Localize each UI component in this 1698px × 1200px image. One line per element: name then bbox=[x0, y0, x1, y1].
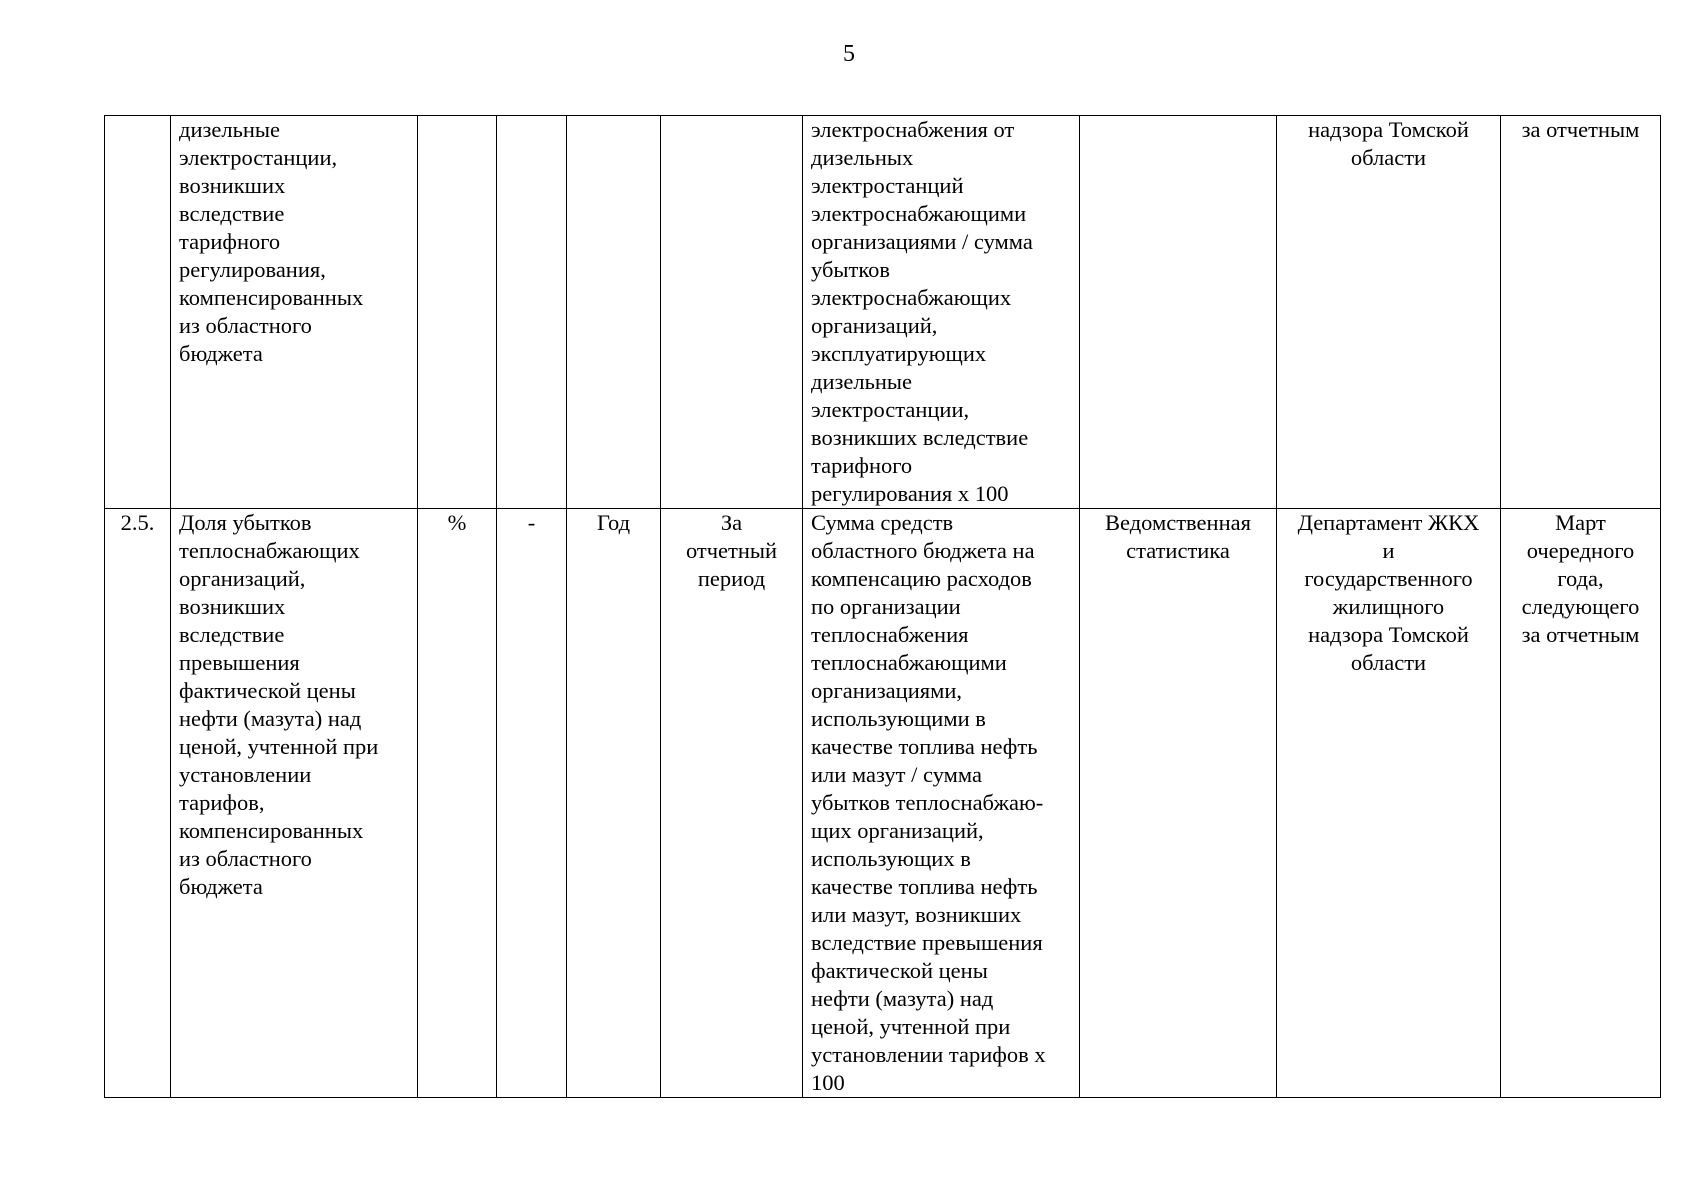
cell-deadline: Март очередного года, следующего за отчетным bbox=[1501, 509, 1661, 1098]
cell-source: Ведомственная статистика bbox=[1080, 509, 1277, 1098]
indicator-table bbox=[104, 115, 1661, 1098]
cell-interval: За отчетный период bbox=[661, 509, 803, 1098]
cell-deadline: за отчетным bbox=[1501, 116, 1661, 509]
cell-source bbox=[1080, 116, 1277, 509]
cell-formula: Сумма средств областного бюджета на компенсацию расходов по организации теплоснабжения теплоснабжающими организациями, использующими в качестве топлива нефть или мазут / сумма убытков теплоснабжаю- щих организаций, использующих в качестве топлива нефть или мазут, возникших вследствие превышения фактической цены нефти (мазута) над ценой, учтенной при установлении тарифов х 100 bbox=[803, 509, 1080, 1098]
cell-dash: - bbox=[497, 509, 567, 1098]
cell-responsible: Департамент ЖКХ и государственного жилищного надзора Томской области bbox=[1277, 509, 1501, 1098]
cell-period: Год bbox=[567, 509, 661, 1098]
cell-dash bbox=[497, 116, 567, 509]
cell-interval bbox=[661, 116, 803, 509]
cell-responsible: надзора Томской области bbox=[1277, 116, 1501, 509]
cell-indicator-name: Доля убытков теплоснабжающих организаций, возникших вследствие превышения фактической цены нефти (мазута) над ценой, учтенной при установлении тарифов, компенсированных из областного бюджета bbox=[171, 509, 418, 1098]
page-number: 5 bbox=[843, 41, 855, 67]
table-row bbox=[105, 116, 1661, 509]
cell-period bbox=[567, 116, 661, 509]
cell-number bbox=[105, 116, 171, 509]
table-row bbox=[105, 509, 1661, 1098]
cell-unit bbox=[418, 116, 497, 509]
cell-indicator-name: дизельные электростанции, возникших вследствие тарифного регулирования, компенсированных из областного бюджета bbox=[171, 116, 418, 509]
cell-unit: % bbox=[418, 509, 497, 1098]
cell-formula: электроснабжения от дизельных электростанций электроснабжающими организациями / сумма убытков электроснабжающих организаций, эксплуатирующих дизельные электростанции, возникших вследствие тарифного регулирования х 100 bbox=[803, 116, 1080, 509]
cell-number: 2.5. bbox=[105, 509, 171, 1098]
